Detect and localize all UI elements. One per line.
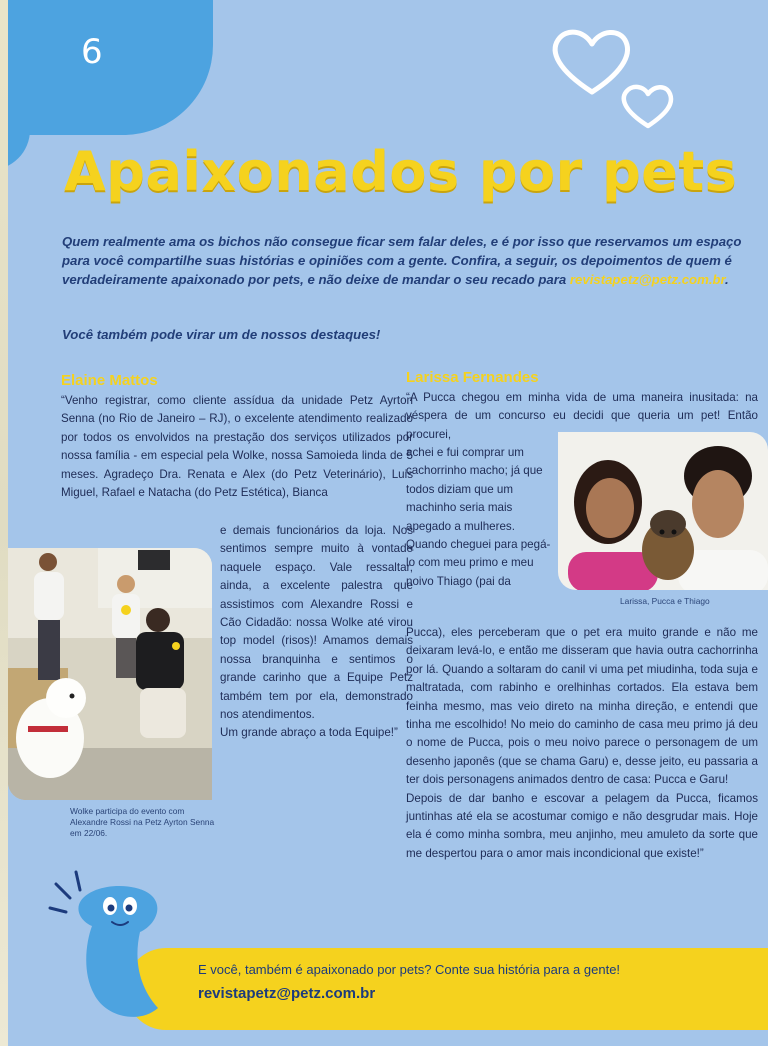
left-text-top [61, 392, 413, 502]
intro-text: Quem realmente ama os bichos não consegue ficar sem falar deles, e é por isso que reservamos um espaço para você compartilhe suas histórias e opiniões com a gente. Confira, a seguir, os depoimentos de quem é verdadeiramente apaixonado por pets, e não deixe de mandar o seu recado para [62, 234, 742, 287]
left-text-side [220, 522, 413, 743]
left-text-end-p: Um grande abraço a toda Equipe!” [220, 726, 398, 740]
larissa-photo [558, 432, 768, 590]
larissa-illustration [558, 432, 768, 590]
corner-blob-drip [8, 100, 30, 170]
right-text-final-p: Depois de dar banho e escovar a pelagem da Pucca, ficamos juntinhas até ela se acostumar comigo e não desgrudar mais. Hoje ela é como minha sombra, meu anjinho, meu amuleto da sorte que me despertou para o amor mais incondicional que existe!” [406, 791, 758, 860]
magazine-page [8, 0, 768, 1046]
right-author-name: Larissa Fernandes [406, 369, 539, 386]
right-text-top-p: “A Pucca chegou em minha vida de uma maneira inusitada: na véspera de um concurso eu decidi que queria um pet! Então procurei, [406, 391, 758, 441]
left-text-top-p: “Venho registrar, como cliente assídua da unidade Petz Ayrton Senna (no Rio de Janeiro – RJ), o excelente atendimento realizado por todos os envolvidos na prestação dos serviços utilizados por nossa família - em especial pela Wolke, nossa Samoieda linda de 5 meses. Agradeço Dra. Renata e Alex (do Petz Veterinário), Luis Miguel, Rafael e Natacha (do Petz Estética), Bianca [61, 394, 413, 500]
right-text-side [406, 444, 556, 591]
wolke-event-illustration [8, 548, 212, 800]
intro-paragraph [62, 232, 752, 289]
right-text-bottom-p: Pucca), eles perceberam que o pet era muito grande e não me deixaram levá-lo, e então me disseram que havia outra cachorrinha por lá. Quando a soltaram do canil vi uma pet miudinha, toda suja e maltratada, com rabinho e orelhinhas cortados. Ela estava bem feinha mesmo, mas veio direto na minha direção, e entendi que tinha me escolhido! No meio do caminho de casa meu primo já deu o nome de Pucca, pois o meu noivo parece o personagem de um desenho japonês (que se chama Garu) e, desse jeito, eu passaria a ter dois personagens animados dentro de casa: Pucca e Garu! [406, 626, 758, 787]
banner-email-link[interactable]: revistapetz@petz.com.br [198, 985, 376, 1002]
page-number: 6 [81, 32, 103, 72]
right-photo-caption: Larissa, Pucca e Thiago [620, 596, 710, 606]
invite-text: Você também pode virar um de nossos destaques! [62, 327, 381, 342]
intro-end: . [724, 272, 729, 287]
hearts-icon [548, 22, 688, 132]
intro-email-link[interactable]: revistapetz@petz.com.br [569, 272, 725, 287]
left-page-edge [0, 0, 8, 1046]
page-title: Apaixonados por pets [64, 140, 738, 203]
left-photo-caption: Wolke participa do evento com Alexandre Rossi na Petz Ayrton Senna em 22/06. [70, 806, 215, 838]
mascot-icon [48, 868, 178, 1028]
left-text-side-p: e demais funcionários da loja. Nos sentimos sempre muito à vontade naquele espaço. Vale ressaltar, ainda, a excelente palestra que assistimos com Alexandre Rossi e Cão Cidadão: nossa Wolke até virou top model (risos)! Amamos demais nossa branquinha e sentimos o grande carinho que a Equipe Petz também tem por ela, demonstrado nos atendimentos. [220, 524, 413, 722]
wolke-event-photo [8, 548, 212, 800]
right-text-side-p: achei e fui comprar um cachorrinho macho; já que todos diziam que um machinho seria mais apegado a mulheres. Quando cheguei para pegá-lo com meu primo e meu noivo Thiago (pai da [406, 446, 551, 588]
corner-blob [8, 0, 213, 135]
left-author-name: Elaine Mattos [61, 372, 158, 389]
banner-question: E você, também é apaixonado por pets? Conte sua história para a gente! [198, 962, 621, 977]
right-text-bottom [406, 624, 758, 863]
